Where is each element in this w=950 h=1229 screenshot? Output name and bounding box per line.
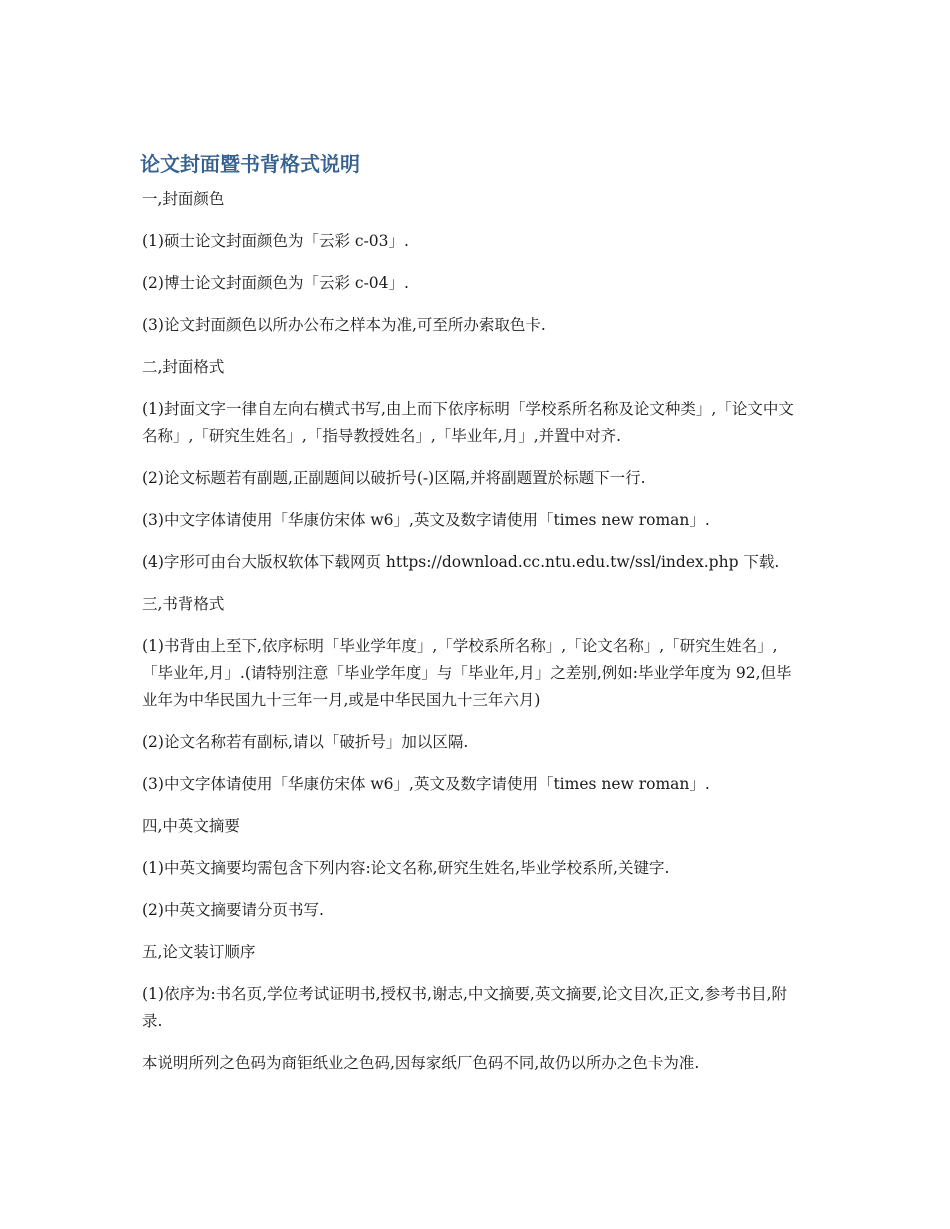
section-heading-binding-order: 五,论文装订顺序 bbox=[142, 943, 256, 961]
section-heading-abstract: 四,中英文摘要 bbox=[142, 817, 240, 835]
section-heading-spine-format: 三,书背格式 bbox=[142, 595, 225, 613]
paragraph: (1)硕士论文封面颜色为「云彩 c-03」. bbox=[142, 232, 409, 250]
paragraph: (1)依序为:书名页,学位考试证明书,授权书,谢志,中文摘要,英文摘要,论文目次,正文,参考书目,附录. bbox=[142, 985, 788, 1030]
paragraph: (4)字形可由台大版权软体下载网页 https://download.cc.ntu.edu.tw/ssl/index.php 下载. bbox=[142, 553, 780, 571]
paragraph: (2)中英文摘要请分页书写. bbox=[142, 901, 324, 919]
section-heading-cover-color: 一,封面颜色 bbox=[142, 190, 225, 208]
paragraph: (2)论文名称若有副标,请以「破折号」加以区隔. bbox=[142, 733, 469, 751]
paragraph: (1)书背由上至下,依序标明「毕业学年度」,「学校系所名称」,「论文名称」,「研究生姓名」,「毕业年,月」.(请特别注意「毕业学年度」与「毕业年,月」之差别,例如:毕业学年度为 92,但毕业年为中华民国九十三年一月,或是中华民国九十三年六月) bbox=[142, 637, 792, 709]
paragraph: (2)博士论文封面颜色为「云彩 c-04」. bbox=[142, 274, 409, 292]
paragraph: (2)论文标题若有副题,正副题间以破折号(-)区隔,并将副题置於标题下一行. bbox=[142, 469, 646, 487]
section-heading-cover-format: 二,封面格式 bbox=[142, 358, 225, 376]
paragraph: (3)中文字体请使用「华康仿宋体 w6」,英文及数字请使用「times new roman」. bbox=[142, 511, 710, 529]
paragraph: (3)论文封面颜色以所办公布之样本为准,可至所办索取色卡. bbox=[142, 316, 546, 334]
document-body bbox=[140, 150, 805, 1092]
paragraph: (1)封面文字一律自左向右横式书写,由上而下依序标明「学校系所名称及论文种类」,「论文中文名称」,「研究生姓名」,「指导教授姓名」,「毕业年,月」,并置中对齐. bbox=[142, 400, 794, 445]
page-title: 论文封面暨书背格式说明 bbox=[140, 152, 360, 176]
paragraph: (3)中文字体请使用「华康仿宋体 w6」,英文及数字请使用「times new roman」. bbox=[142, 775, 710, 793]
closing-note: 本说明所列之色码为商钜纸业之色码,因每家纸厂色码不同,故仍以所办之色卡为准. bbox=[142, 1054, 700, 1072]
paragraph: (1)中英文摘要均需包含下列内容:论文名称,研究生姓名,毕业学校系所,关键字. bbox=[142, 859, 670, 877]
